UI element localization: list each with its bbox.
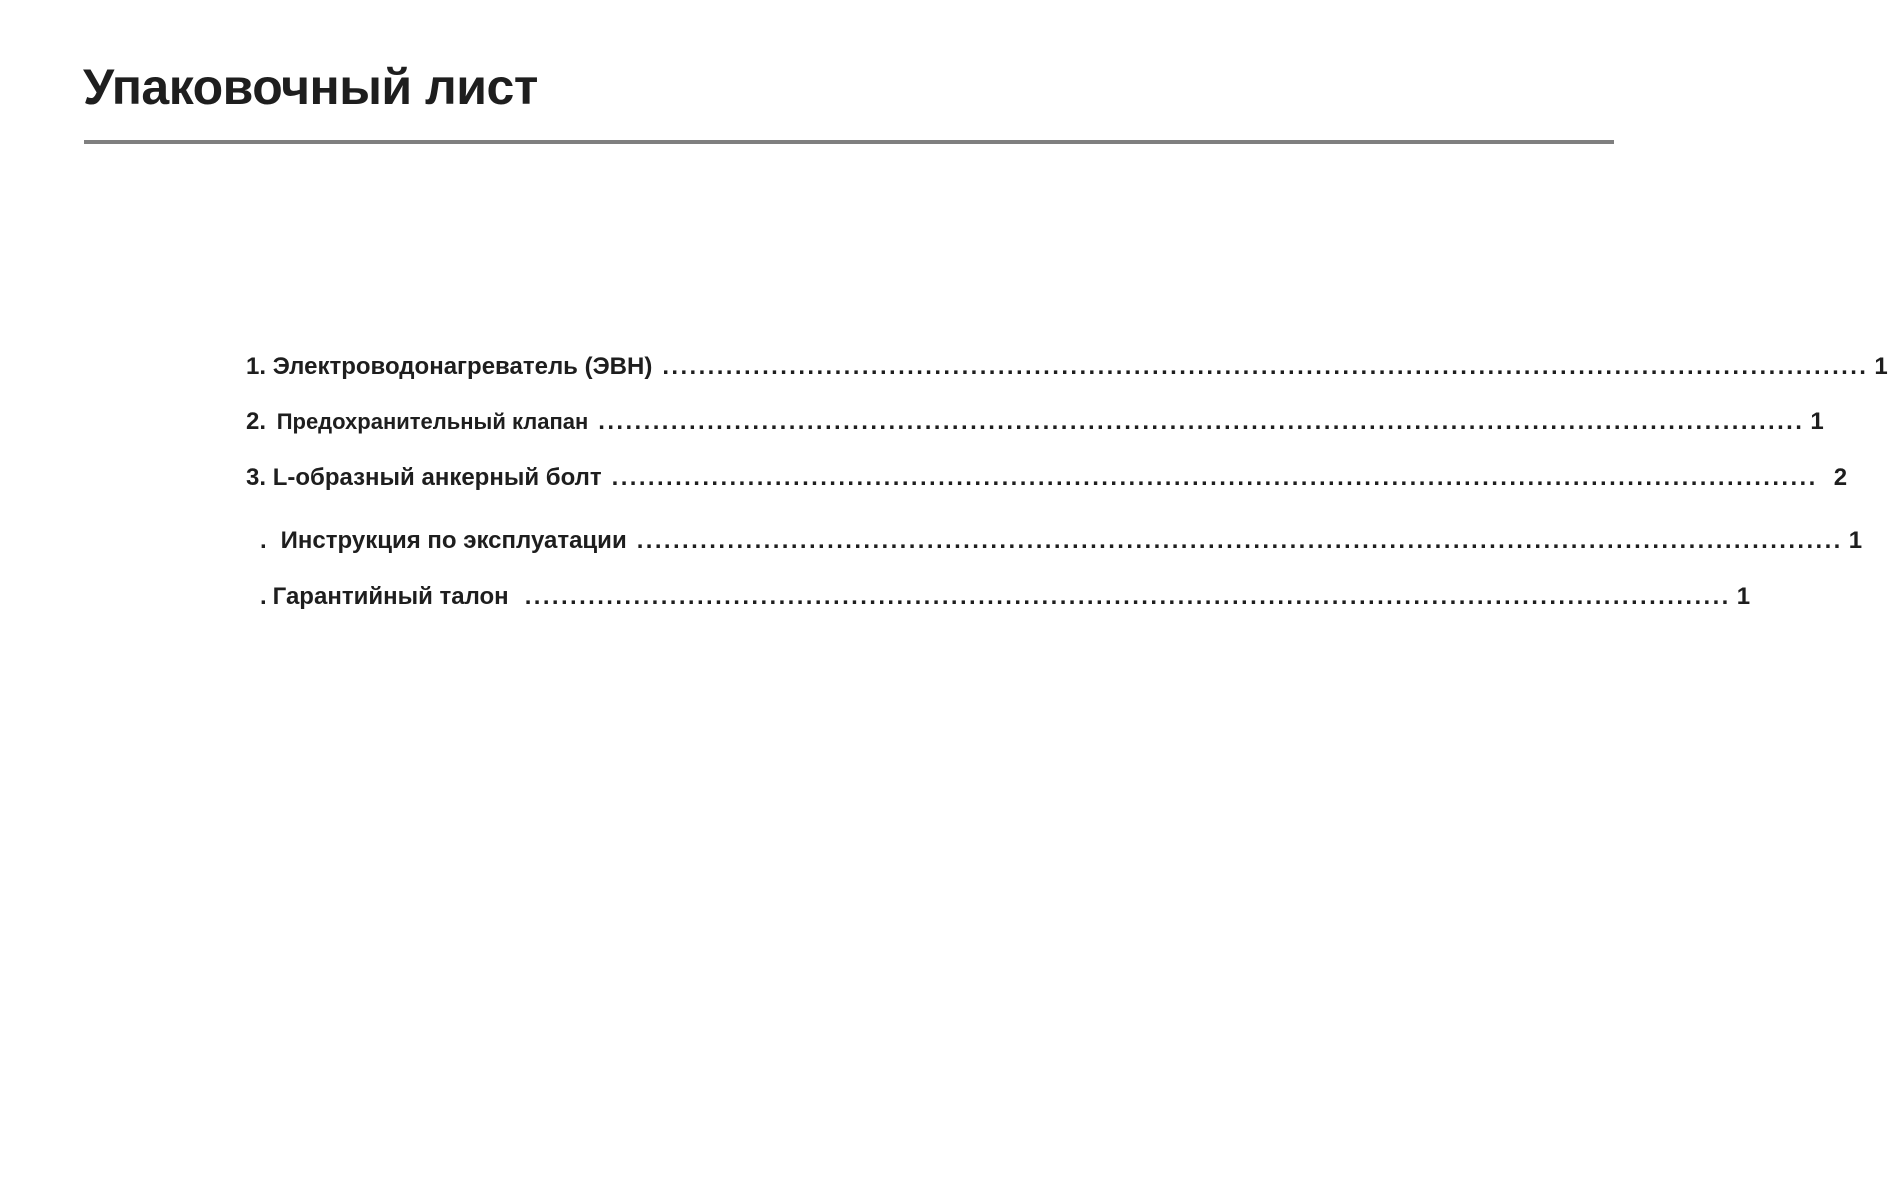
item-quantity: 1 <box>1874 353 1888 380</box>
dot-leader: ..................................................................................................................................... <box>598 408 1805 435</box>
dot-leader: ..................................................................................................................................... <box>662 353 1869 380</box>
item-quantity: 1 <box>1810 408 1824 435</box>
item-quantity: 1 <box>1736 583 1751 610</box>
page-title: Упаковочный лист <box>83 59 538 115</box>
packing-list-item <box>260 583 1751 610</box>
dot-leader: ..................................................................................................................................... <box>611 464 1818 491</box>
packing-list-item <box>246 408 1824 435</box>
item-quantity: 2 <box>1833 464 1848 491</box>
item-quantity: 1 <box>1848 527 1863 554</box>
packing-list-item <box>246 464 1848 491</box>
item-number: 3. <box>246 464 267 491</box>
item-number: 2. <box>246 408 267 435</box>
packing-list-item <box>260 527 1863 554</box>
item-label: Предохранительный клапан <box>276 409 589 434</box>
item-label: Инструкция по эксплуатации <box>280 527 627 554</box>
packing-list-item <box>246 353 1888 380</box>
dot-leader: ..................................................................................................................................... <box>524 583 1731 610</box>
item-number: . <box>260 527 267 554</box>
item-number: 1. <box>246 353 267 380</box>
item-label: Электроводонагреватель (ЭВН) <box>272 353 653 380</box>
item-label: L-образный анкерный болт <box>272 464 602 491</box>
item-label: Гарантийный талон <box>272 583 509 610</box>
item-number: . <box>260 583 267 610</box>
dot-leader: ..................................................................................................................................... <box>636 527 1843 554</box>
